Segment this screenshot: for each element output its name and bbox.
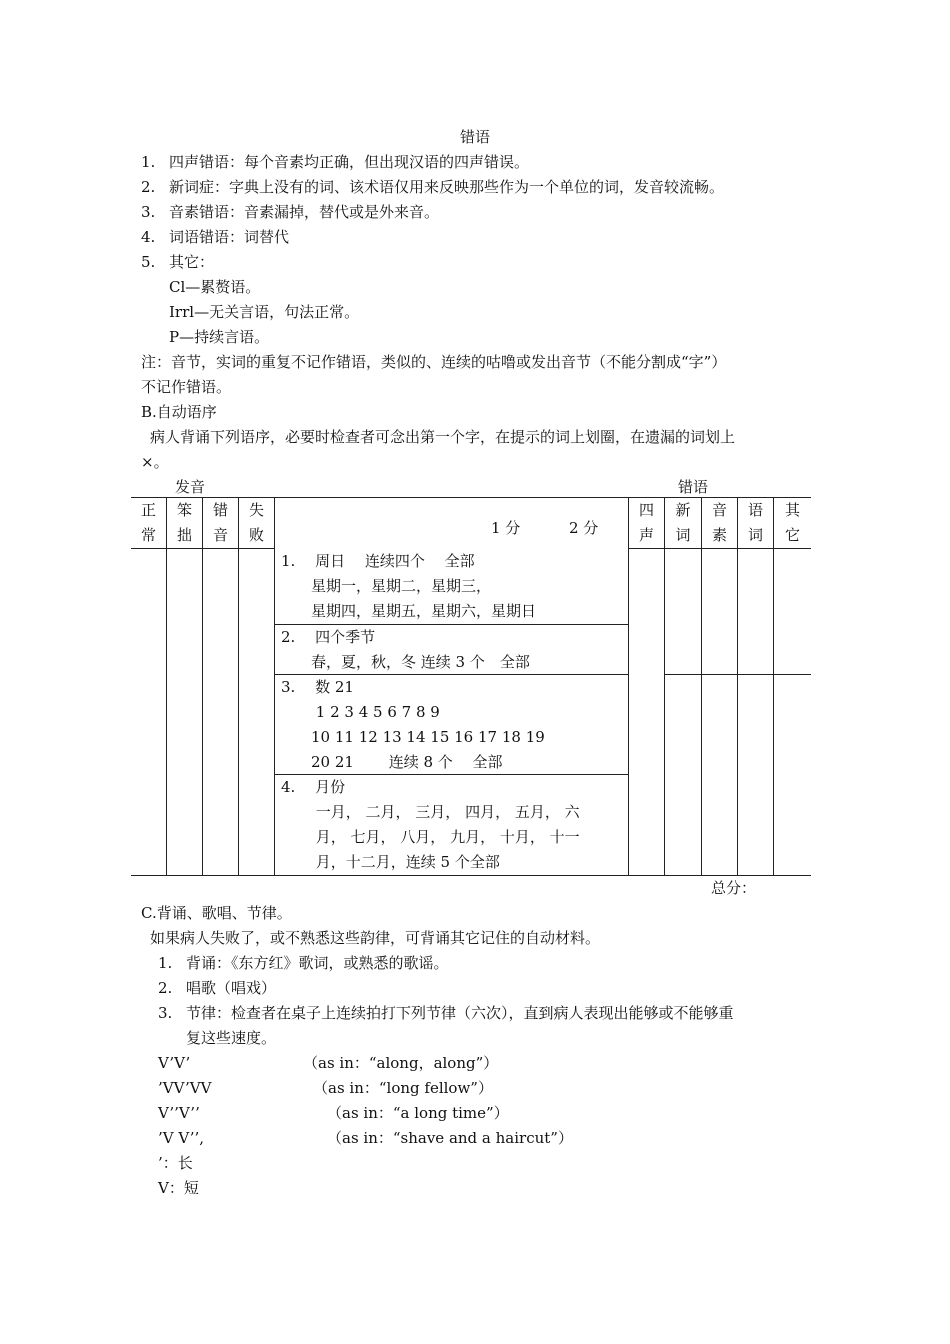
item-line: 10 11 12 13 14 15 16 17 18 19 <box>281 728 545 746</box>
table-item-numbers <box>281 675 626 775</box>
legend-short: V：短 <box>158 1179 199 1197</box>
section-description: 病人背诵下列语序，必要时检查者可念出第一个字，在提示的词上划圈，在遗漏的词划上 <box>150 428 736 446</box>
rhythm-example: （as in：“shave and a haircut”） <box>327 1129 573 1147</box>
label-pronunciation: 发音 <box>175 478 206 496</box>
header-char: 正 <box>140 501 156 519</box>
item-line: 1. 周日 连续四个 全部 <box>281 552 475 570</box>
item-line: 4. 月份 <box>281 778 346 796</box>
list-text: 背诵：《东方红》歌词，或熟悉的歌谣。 <box>186 954 449 972</box>
header-wrong-sound <box>203 498 238 548</box>
table-item-months <box>281 775 626 875</box>
header-char: 其 <box>784 501 800 519</box>
header-char: 失 <box>248 501 264 519</box>
note-text: 不记作错语。 <box>141 378 232 396</box>
list-item <box>141 200 439 225</box>
header-char: 常 <box>140 526 156 544</box>
list-item <box>158 1001 734 1026</box>
grid-line <box>166 498 167 875</box>
header-failed <box>239 498 274 548</box>
legend-long: ’：长 <box>158 1154 193 1172</box>
list-text: 音素错语：音素漏掉，替代或是外来音。 <box>169 203 440 221</box>
list-number: 1. <box>158 954 173 972</box>
list-text: 节律：检查者在桌子上连续拍打下列节律（六次），直到病人表现出能够或不能够重 <box>186 1004 734 1022</box>
header-char: 声 <box>638 526 654 544</box>
header-char: 词 <box>747 526 763 544</box>
list-number: 2. <box>141 178 156 196</box>
list-number: 3. <box>158 1004 173 1022</box>
score-header-2: 2 分 <box>569 519 599 537</box>
header-char: 四 <box>638 501 654 519</box>
grid-line <box>773 498 774 875</box>
rhythm-example: （as in：“long fellow”） <box>313 1079 493 1097</box>
item-line: 3. 数 21 <box>281 678 354 696</box>
header-char: 拙 <box>176 526 192 544</box>
header-clumsy <box>167 498 202 548</box>
page-title: 错语 <box>459 128 490 146</box>
item-line: 20 21 连续 8 个 全部 <box>281 753 503 771</box>
label-errors: 错语 <box>678 478 709 496</box>
header-char: 败 <box>248 526 264 544</box>
scoring-table <box>131 497 811 876</box>
rhythm-pattern: V’V’ <box>158 1054 191 1072</box>
grid-line <box>628 548 811 549</box>
item-line: 2. 四个季节 <box>281 628 376 646</box>
list-text: 词语错语：词替代 <box>169 228 290 246</box>
grid-line <box>664 674 811 675</box>
item-line: 春，夏，秋，冬 连续 3 个 全部 <box>281 653 530 671</box>
header-char: 语 <box>747 501 763 519</box>
header-char: 它 <box>784 526 800 544</box>
list-item-continuation: 复这些速度。 <box>186 1029 277 1047</box>
item-line: 月， 七月， 八月， 九月， 十月， 十一 <box>281 828 580 846</box>
header-char: 错 <box>212 501 228 519</box>
rhythm-pattern: ’V V’’, <box>158 1129 205 1147</box>
list-item <box>141 175 724 200</box>
item-line: 星期四，星期五，星期六，星期日 <box>281 602 537 620</box>
header-four-tones <box>629 498 664 548</box>
header-phoneme <box>702 498 737 548</box>
list-text: 新词症：字典上没有的词、该术语仅用来反映那些作为一个单位的词，发音较流畅。 <box>169 178 725 196</box>
rhythm-pattern: ’VV’VV <box>158 1079 212 1097</box>
list-number: 4. <box>141 228 156 246</box>
list-item <box>141 250 214 275</box>
section-description: ×。 <box>141 453 169 471</box>
grid-line <box>628 498 629 875</box>
sub-item: P—持续言语。 <box>169 328 270 346</box>
header-word <box>738 498 773 548</box>
header-char: 素 <box>711 526 727 544</box>
header-char: 词 <box>675 526 691 544</box>
header-char: 新 <box>675 501 691 519</box>
grid-line <box>238 498 239 875</box>
header-other <box>774 498 811 548</box>
score-header-1: 1 分 <box>491 519 521 537</box>
list-number: 5. <box>141 253 156 271</box>
note-text: 注：音节，实词的重复不记作错语，类似的、连续的咕噜或发出音节（不能分割成“字”） <box>141 353 727 371</box>
list-number: 2. <box>158 979 173 997</box>
list-item <box>141 225 289 250</box>
header-char: 笨 <box>176 501 192 519</box>
section-description: 如果病人失败了，或不熟悉这些韵律，可背诵其它记住的自动材料。 <box>150 929 601 947</box>
header-new-words <box>665 498 701 548</box>
grid-line <box>737 498 738 875</box>
sub-item: Cl—累赘语。 <box>169 278 261 296</box>
header-char: 音 <box>212 526 228 544</box>
total-score-label: 总分： <box>711 879 757 897</box>
header-normal <box>131 498 166 548</box>
grid-line <box>664 498 665 875</box>
table-item-days <box>281 549 626 624</box>
list-item <box>158 951 449 976</box>
grid-line <box>701 498 702 875</box>
rhythm-example: （as in：“along，along”） <box>303 1054 499 1072</box>
rhythm-pattern: V’’V’’ <box>158 1104 200 1122</box>
section-heading: B.自动语序 <box>141 403 217 421</box>
item-line: 月，十二月，连续 5 个全部 <box>281 853 500 871</box>
list-text: 唱歌（唱戏） <box>186 979 277 997</box>
section-heading: C.背诵、歌唱、节律。 <box>141 904 292 922</box>
grid-line <box>202 498 203 875</box>
list-item <box>158 976 276 1001</box>
table-item-seasons <box>281 625 626 675</box>
rhythm-example: （as in：“a long time”） <box>327 1104 509 1122</box>
list-text: 其它： <box>169 253 215 271</box>
item-line: 星期一，星期二，星期三， <box>281 577 492 595</box>
list-text: 四声错语：每个音素均正确，但出现汉语的四声错误。 <box>169 153 530 171</box>
grid-line <box>131 548 274 549</box>
list-number: 3. <box>141 203 156 221</box>
list-number: 1. <box>141 153 156 171</box>
header-char: 音 <box>711 501 727 519</box>
sub-item: Irrl—无关言语，句法正常。 <box>169 303 360 321</box>
item-line: 1 2 3 4 5 6 7 8 9 <box>281 703 440 721</box>
grid-line <box>274 498 275 875</box>
item-line: 一月， 二月， 三月， 四月， 五月， 六 <box>281 803 580 821</box>
list-item <box>141 150 529 175</box>
